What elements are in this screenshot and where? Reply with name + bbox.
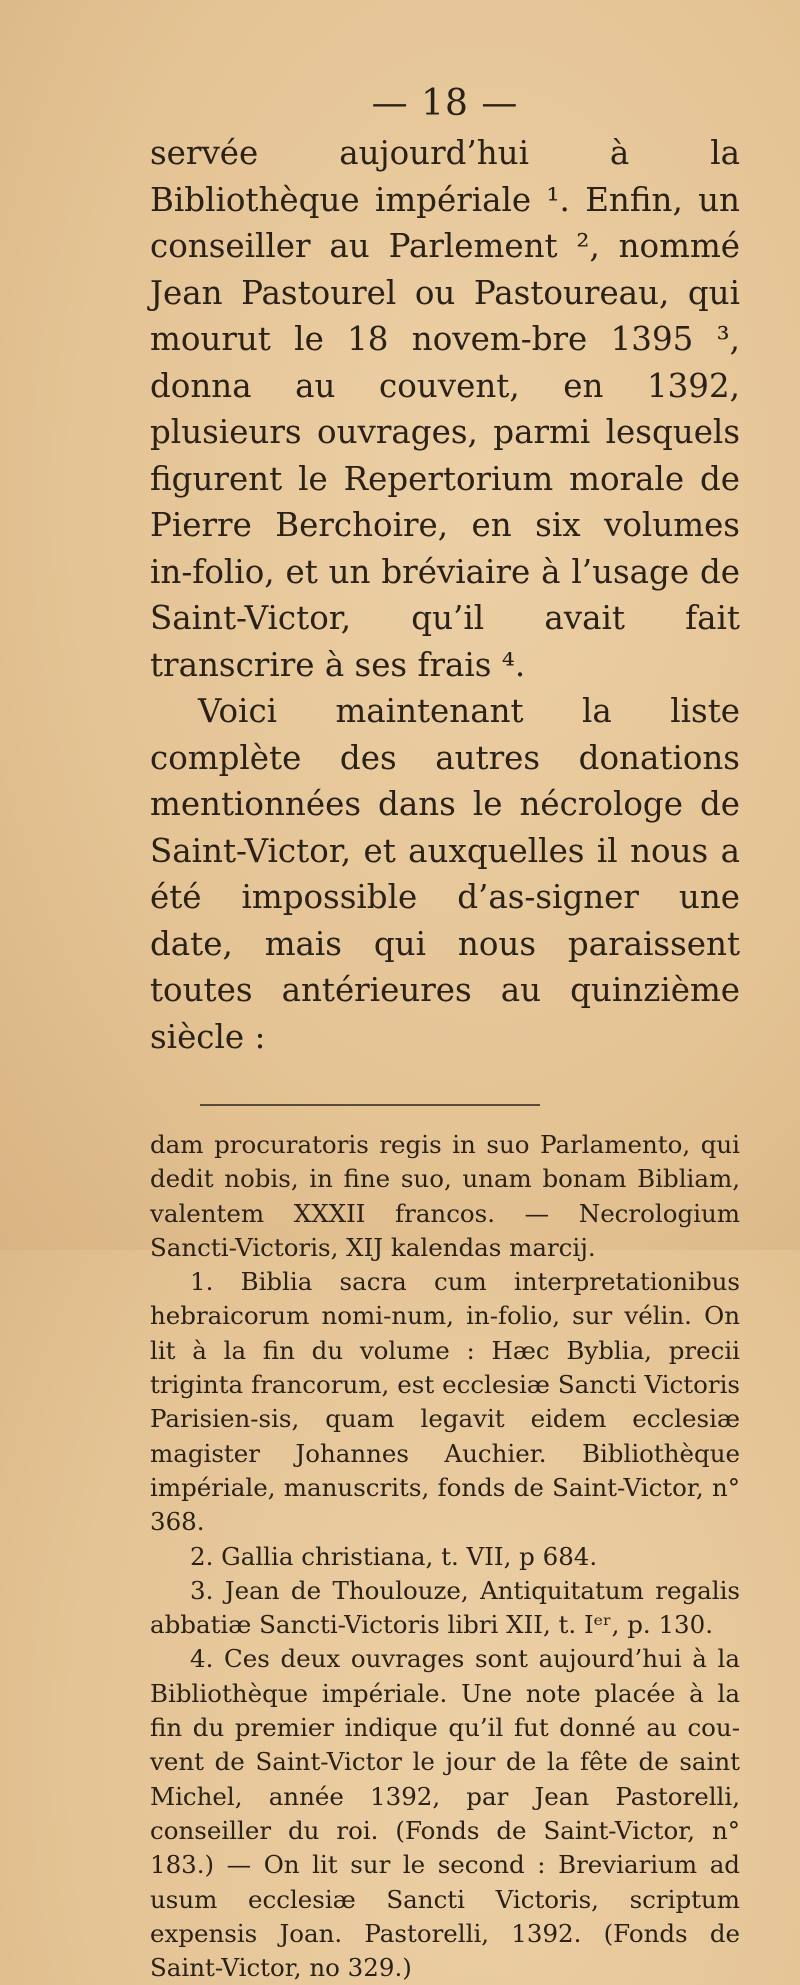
footnote-continuation: dam procuratoris regis in suo Parlamento, qui dedit nobis, in fine suo, unam bonam Bibliam, valentem XXXII francos. — Necrologium Sancti-Victoris, XIJ kalendas marcij.	[150, 1130, 740, 1262]
footnote-2: 2. Gallia christiana, t. VII, p 684.	[190, 1541, 598, 1571]
page-number: — 18 —	[371, 83, 519, 124]
main-paragraph-2: Voici maintenant la liste complète des autres donations mentionnées dans le nécrologe de Saint-Victor, et auxquelles il nous a été impossible d’as-signer une date, mais qui nous paraissent toutes antérieures au quinzième siècle :	[150, 692, 740, 1056]
footnote-4: 4. Ces deux ouvrages sont aujourd’hui à la Bibliothèque impériale. Une note placée à la fin du premier indique qu’il fut donné au cou-vent de Saint-Victor le jour de la fête de saint Michel, année 1392, par Jean Pastorelli, conseiller du roi. (Fonds de Saint-Victor, n° 183.) — On lit sur le second : Breviarium ad usum ecclesiæ Sancti Victoris, scriptum expensis Joan. Pastorelli, 1392. (Fonds de Saint-Victor, no 329.)	[150, 1644, 740, 1983]
footnotes	[150, 1128, 740, 1985]
main-text	[150, 130, 740, 1060]
main-paragraph-1: servée aujourd’hui à la Bibliothèque impériale ¹. Enfin, un conseiller au Parlement ², nommé Jean Pastourel ou Pastoureau, qui mourut le 18 novem-bre 1395 ³, donna au couvent, en 1392, plusieurs ouvrages, parmi lesquels figurent le Repertorium morale de Pierre Berchoire, en six volumes in-folio, et un bréviaire à l’usage de Saint-Victor, qu’il avait fait transcrire à ses frais ⁴.	[150, 134, 740, 684]
footnote-3: 3. Jean de Thoulouze, Antiquitatum regalis abbatiæ Sancti-Victoris libri XII, t. Iᵉʳ, p. 130.	[150, 1575, 740, 1640]
footnote-divider	[200, 1104, 540, 1106]
page	[150, 0, 740, 1985]
footnote-1: 1. Biblia sacra cum interpretationibus hebraicorum nomi-num, in-folio, sur vélin. On lit à la fin du volume : Hæc Byblia, precii triginta francorum, est ecclesiæ Sancti Victoris Parisien-sis, quam legavit eidem ecclesiæ magister Johannes Auchier. Bibliothèque impériale, manuscrits, fonds de Saint-Victor, n° 368.	[150, 1267, 740, 1537]
